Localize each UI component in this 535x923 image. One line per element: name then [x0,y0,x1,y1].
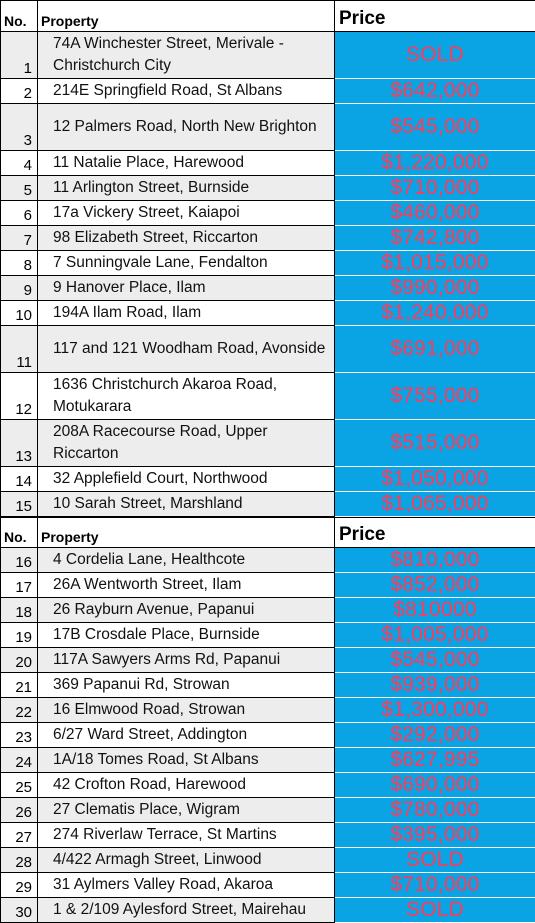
table-row [1,598,535,623]
row-number: 2 [1,79,38,104]
price-value: $810000 [335,598,535,623]
property-address: 12 Palmers Road, North New Brighton [38,104,335,151]
price-value: $292,000 [335,723,535,748]
table-row [1,798,535,823]
property-address: 274 Riverlaw Terrace, St Martins [38,823,335,848]
property-address: 17B Crosdale Place, Burnside [38,623,335,648]
property-address: 1A/18 Tomes Road, St Albans [38,748,335,773]
price-value: SOLD [335,848,535,873]
price-value: $1,065,000 [335,492,535,517]
table-row [1,467,535,492]
property-address: 16 Elmwood Road, Strowan [38,698,335,723]
table-row [1,226,535,251]
property-address: 10 Sarah Street, Marshland [38,492,335,517]
row-number: 14 [1,467,38,492]
price-value: $780,000 [335,798,535,823]
property-address: 117A Sawyers Arms Rd, Papanui [38,648,335,673]
property-address: 6/27 Ward Street, Addington [38,723,335,748]
header-no: No. [1,518,38,548]
price-value: $755,000 [335,373,535,420]
row-number: 20 [1,648,38,673]
property-address: 9 Hanover Place, Ilam [38,276,335,301]
table-row [1,898,535,923]
row-number: 29 [1,873,38,898]
table-row [1,573,535,598]
row-number: 30 [1,898,38,923]
price-value: $990,000 [335,276,535,301]
table-row [1,698,535,723]
table-row [1,104,535,151]
property-address: 117 and 121 Woodham Road, Avonside [38,326,335,373]
price-value: $1,300,000 [335,698,535,723]
property-address: 26 Rayburn Avenue, Papanui [38,598,335,623]
row-number: 25 [1,773,38,798]
table-row [1,151,535,176]
price-value: $1,240,000 [335,301,535,326]
row-number: 23 [1,723,38,748]
row-number: 7 [1,226,38,251]
property-address: 26A Wentworth Street, Ilam [38,573,335,598]
row-number: 12 [1,373,38,420]
table-row [1,548,535,573]
price-value: $515,000 [335,420,535,467]
table-row [1,648,535,673]
table-row [1,420,535,467]
row-number: 15 [1,492,38,517]
price-value: $742,800 [335,226,535,251]
price-value: $939,000 [335,673,535,698]
header-property: Property [38,1,335,32]
table-row [1,32,535,79]
price-value: $1,220,000 [335,151,535,176]
row-number: 19 [1,623,38,648]
property-address: 208A Racecourse Road, Upper Riccarton [38,420,335,467]
row-number: 26 [1,798,38,823]
table-row [1,251,535,276]
row-number: 5 [1,176,38,201]
property-address: 4 Cordelia Lane, Healthcote [38,548,335,573]
property-address: 27 Clematis Place, Wigram [38,798,335,823]
row-number: 8 [1,251,38,276]
price-value: $1,015,000 [335,251,535,276]
price-value: SOLD [335,898,535,923]
price-value: SOLD [335,32,535,79]
row-number: 9 [1,276,38,301]
table-row [1,176,535,201]
price-value: $691,000 [335,326,535,373]
row-number: 10 [1,301,38,326]
row-number: 4 [1,151,38,176]
header-no: No. [1,1,38,32]
property-address: 42 Crofton Road, Harewood [38,773,335,798]
price-value: $810,000 [335,548,535,573]
row-number: 1 [1,32,38,79]
table-row [1,623,535,648]
row-number: 3 [1,104,38,151]
price-value: $545,000 [335,648,535,673]
row-number: 6 [1,201,38,226]
header-row [1,1,535,32]
header-property: Property [38,518,335,548]
row-number: 22 [1,698,38,723]
table-row [1,326,535,373]
price-value: $1,050,000 [335,467,535,492]
row-number: 18 [1,598,38,623]
property-address: 7 Sunningvale Lane, Fendalton [38,251,335,276]
row-number: 28 [1,848,38,873]
property-address: 32 Applefield Court, Northwood [38,467,335,492]
table-row [1,201,535,226]
price-value: $710,000 [335,176,535,201]
table-row [1,492,535,517]
row-number: 16 [1,548,38,573]
property-address: 369 Papanui Rd, Strowan [38,673,335,698]
property-address: 11 Arlington Street, Burnside [38,176,335,201]
property-address: 11 Natalie Place, Harewood [38,151,335,176]
header-row [1,518,535,548]
table-row [1,373,535,420]
price-value: $690,000 [335,773,535,798]
property-address: 194A Ilam Road, Ilam [38,301,335,326]
table-row [1,848,535,873]
table-row [1,823,535,848]
table-row [1,301,535,326]
sales-table-2 [0,517,535,923]
table-1-body [1,32,535,517]
row-number: 21 [1,673,38,698]
price-value: $545,000 [335,104,535,151]
table-row [1,79,535,104]
price-value: $460,000 [335,201,535,226]
price-value: $710,000 [335,873,535,898]
price-value: $395,000 [335,823,535,848]
property-address: 1636 Christchurch Akaroa Road, Motukarara [38,373,335,420]
property-address: 17a Vickery Street, Kaiapoi [38,201,335,226]
row-number: 17 [1,573,38,598]
table-row [1,873,535,898]
row-number: 24 [1,748,38,773]
property-address: 31 Aylmers Valley Road, Akaroa [38,873,335,898]
price-value: $852,000 [335,573,535,598]
table-row [1,276,535,301]
row-number: 11 [1,326,38,373]
price-value: $642,000 [335,79,535,104]
header-price: Price [335,1,535,32]
property-address: 214E Springfield Road, St Albans [38,79,335,104]
header-price: Price [335,518,535,548]
property-address: 4/422 Armagh Street, Linwood [38,848,335,873]
row-number: 27 [1,823,38,848]
table-row [1,723,535,748]
table-row [1,673,535,698]
table-row [1,773,535,798]
row-number: 13 [1,420,38,467]
property-address: 98 Elizabeth Street, Riccarton [38,226,335,251]
table-2-body [1,548,535,923]
table-row [1,748,535,773]
price-value: $627,995 [335,748,535,773]
price-value: $1,005,000 [335,623,535,648]
property-address: 1 & 2/109 Aylesford Street, Mairehau [38,898,335,923]
property-address: 74A Winchester Street, Merivale - Christchurch City [38,32,335,79]
